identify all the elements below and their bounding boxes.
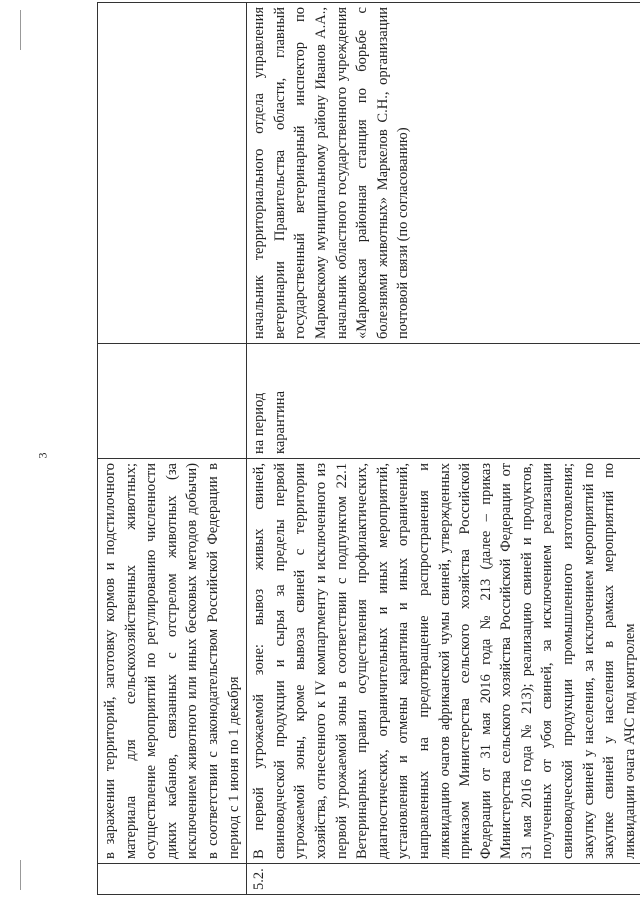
term-cell bbox=[98, 344, 247, 459]
action-cell: В первой угрожаемой зоне: вывоз живых свиней, свиноводческой продукции и сырья за пределы первой угрожаемой зоны, кроме вывоза свиней с территории хозяйства, отнесенного к IV компартменту и исключенного из первой угрожаемой зоны в соответствии с подпунктом 22.1 Ветеринарных правил осуществления профилактических, диагностических, ограничительных и иных мероприятий, установления и отмены карантина и иных ограничений, направленных на предотвращение распространения и ликвидацию очагов африканской чумы свиней, утвержденных приказом Министерства сельского хозяйства Российской Федерации от 31 мая 2016 года № 213 (далее – приказ Министерства сельского хозяйства Российской Федерации от 31 мая 2016 года № 213); реализацию свиней и продуктов, полученных от убоя свиней, за исключением реализации свиноводческой продукции промышленного изготовления; закупку свиней у населения, за исключением мероприятий по закупке свиней у населения в рамках мероприятий по ликвидации очага АЧС под контролем bbox=[247, 459, 640, 864]
row-number-cell bbox=[98, 864, 247, 895]
action-cell: в заражении территорий, заготовку кормов и подстилочного материала для сельскохозяйственных животных; осуществление мероприятий по регулированию численности диких кабанов, связанных с отстрелом животных (за исключением животного или иных бесковых методов добычи) в соответствии с законодательством Российской Федерации в период с 1 июня по 1 декабря bbox=[98, 459, 247, 864]
scan-mark-top bbox=[20, 10, 21, 50]
table-row bbox=[98, 3, 247, 895]
table-row bbox=[247, 3, 640, 895]
responsible-cell: начальник территориального отдела управления ветеринарии Правительства области, главный государственный ветеринарный инспектор по Марковскому муниципальному району Иванов А.А., начальник областного государственного учреждения «Марковская районная станция по борьбе с болезнями животных» Маркелов С.Н., организации почтовой связи (по согласованию) bbox=[247, 3, 640, 344]
term-cell: на период карантина bbox=[247, 344, 640, 459]
row-number-cell: 5.2. bbox=[247, 864, 640, 895]
scan-mark-bottom bbox=[20, 860, 21, 890]
measures-table bbox=[97, 2, 640, 895]
rotated-table-sheet bbox=[97, 2, 638, 895]
page-number: 3 bbox=[35, 452, 50, 459]
responsible-cell bbox=[98, 3, 247, 344]
